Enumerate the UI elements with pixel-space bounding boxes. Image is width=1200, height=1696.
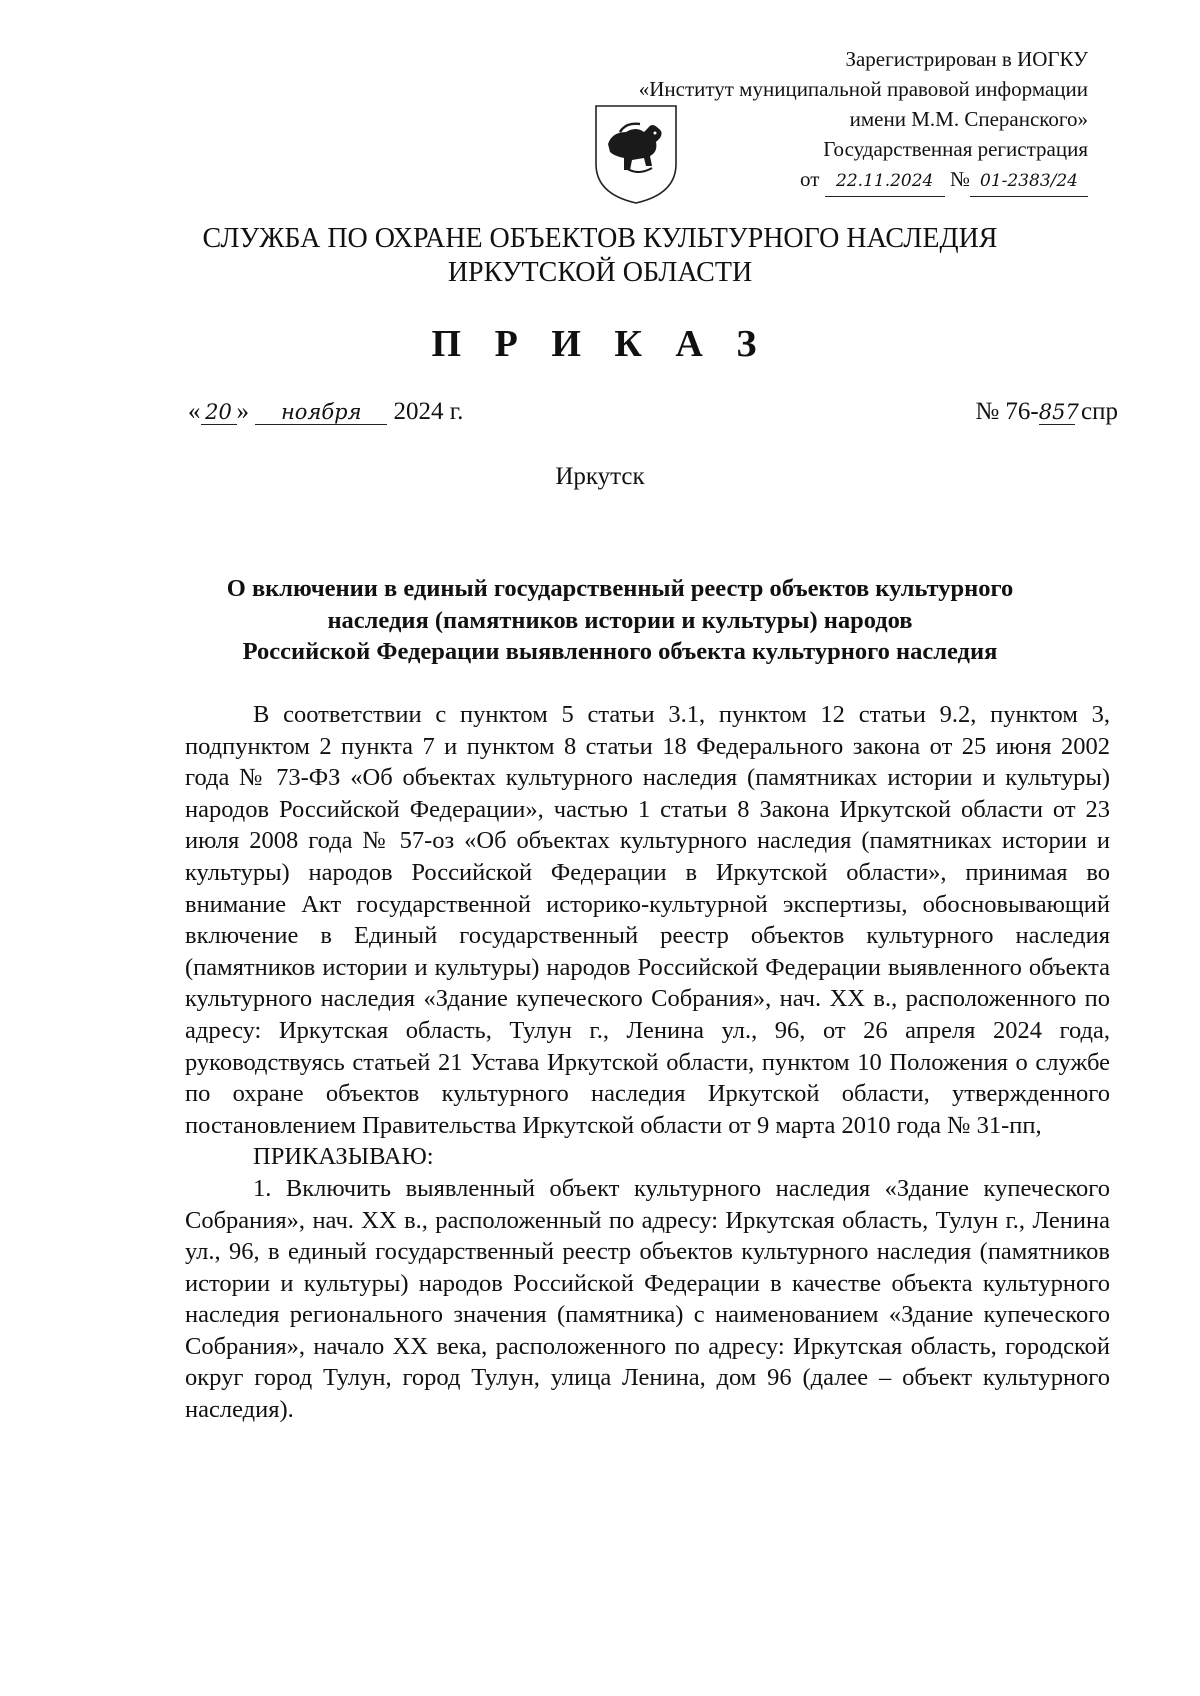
registration-number-prefix: № (949, 167, 970, 191)
order-number-prefix: № 76- (975, 398, 1039, 425)
preamble-paragraph: В соответствии с пунктом 5 статьи 3.1, пунктом 12 статьи 9.2, пунктом 3, подпунктом 2 пункта 7 и пунктом 8 статьи 18 Федерального закона от 25 июня 2002 года № 73-ФЗ «Об объектах культурного наследия (памятниках истории и культуры) народов Российской Федерации», частью 1 статьи 8 Закона Иркутской области от 23 июля 2008 года № 57-оз «Об объектах культурного наследия (памятниках истории и культуры) народов Российской Федерации в Иркутской области», принимая во внимание Акт государственной историко-культурной экспертизы, обосновывающий включение в Единый государственный реестр объектов культурного наследия (памятников истории и культуры) народов Российской Федерации выявленного объекта культурного наследия «Здание купеческого Собрания», нач. XX в., расположенного по адресу: Иркутская область, Тулун г., Ленина ул., 96, от 26 апреля 2024 года, руководствуясь статьей 21 Устава Иркутской области, пунктом 10 Положения о службе по охране объектов культурного наследия Иркутской области, утвержденного постановлением Правительства Иркутской области от 9 марта 2010 года № 31-пп, (185, 701, 1110, 1139)
order-item-1: 1. Включить выявленный объект культурного наследия «Здание купеческого Собрания», нач. XX в., расположенный по адресу: Иркутская область, Тулун г., Ленина ул., 96, в единый государственный реестр объектов культурного наследия (памятников истории и культуры) народов Российской Федерации в качестве объекта культурного наследия регионального значения (памятника) с наименованием «Здание купеческого Собрания», начало XX века, расположенного по адресу: Иркутская область, городской округ город Тулун, город Тулун, улица Ленина, дом 96 (далее – объект культурного наследия). (185, 1174, 1110, 1424)
registration-line-1: Зарегистрирован в ИОГКУ (845, 47, 1088, 71)
registration-line-4: Государственная регистрация (823, 137, 1088, 161)
registration-date: 22.11.2024 (825, 166, 945, 197)
date-day: 20 (201, 400, 237, 425)
organization-line-2: ИРКУТСКОЙ ОБЛАСТИ (447, 257, 753, 288)
subject-line-3: Российской Федерации выявленного объекта культурного наследия (242, 638, 998, 665)
registration-from-prefix: от (800, 167, 820, 191)
order-date (188, 398, 463, 425)
date-year: 2024 г. (393, 398, 464, 425)
order-number-handwritten: 857 (1038, 400, 1079, 424)
date-close-quote: » (236, 398, 249, 425)
order-number-suffix: спр (1081, 398, 1118, 425)
organization-line-1: СЛУЖБА ПО ОХРАНЕ ОБЪЕКТОВ КУЛЬТУРНОГО НАСЛЕДИЯ (202, 223, 998, 254)
date-number-row (188, 398, 1118, 426)
registration-line-2: «Институт муниципальной правовой информации (638, 77, 1088, 101)
organization-name (0, 222, 1200, 290)
registration-number: 01-2383/24 (970, 166, 1088, 197)
city: Иркутск (555, 463, 645, 490)
document-type-heading: П Р И К А З (431, 323, 769, 365)
order-number (975, 398, 1118, 426)
date-month: ноября (255, 400, 387, 425)
order-word: ПРИКАЗЫВАЮ: (253, 1143, 434, 1171)
subject-line-1: О включении в единый государственный реестр объектов культурного (226, 575, 1014, 602)
subject-line-2: наследия (памятников истории и культуры) народов (327, 606, 913, 634)
date-open-quote: « (188, 398, 201, 425)
irkutsk-coat-of-arms-icon (592, 102, 680, 206)
order-subject (150, 573, 1090, 668)
order-body (185, 699, 1110, 1426)
registration-line-3: имени М.М. Сперанского» (849, 107, 1088, 131)
